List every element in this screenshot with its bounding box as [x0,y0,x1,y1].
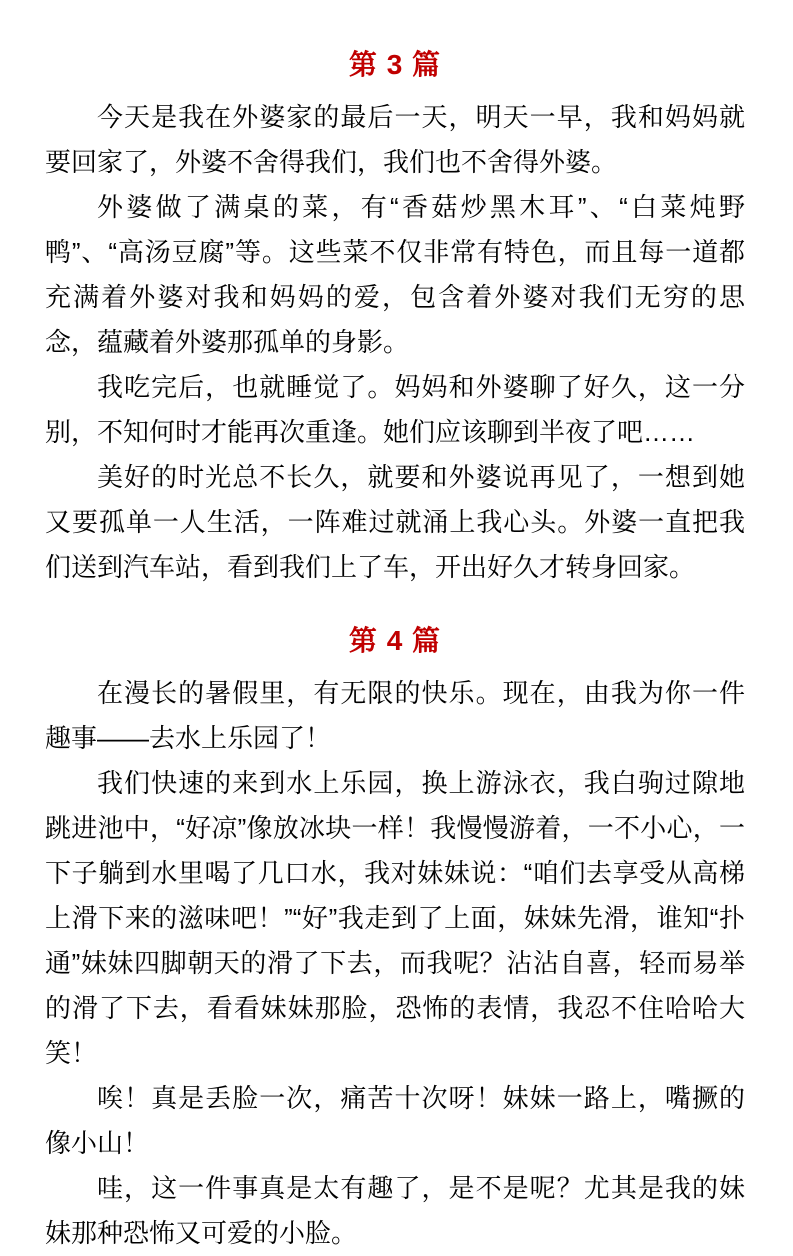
section-4-paragraph-4: 哇，这一件事真是太有趣了，是不是呢？尤其是我的妹妹那种恐怖又可爱的小脸。 [45,1173,745,1248]
section-4-paragraph-1: 在漫长的暑假里，有无限的快乐。现在，由我为你一件趣事——去水上乐园了！ [45,678,745,753]
essay-section-3 [45,48,745,590]
section-3-paragraph-1: 今天是我在外婆家的最后一天，明天一早，我和妈妈就要回家了，外婆不舍得我们，我们也不舍得外婆。 [45,102,745,177]
essay-section-4 [45,624,745,1256]
section-4-paragraph-2: 我们快速的来到水上乐园，换上游泳衣，我白驹过隙地跳进池中，“好凉”像放冰块一样！我慢慢游着，一不小心，一下子躺到水里喝了几口水，我对妹妹说：“咱们去享受从高梯上滑下来的滋味吧！”“好”我走到了上面，妹妹先滑，谁知“扑通”妹妹四脚朝天的滑了下去，而我呢？沾沾自喜，轻而易举的滑了下去，看看妹妹那脸，恐怖的表情，我忍不住哈哈大笑！ [45,768,745,1068]
section-3-title: 第 3 篇 [348,49,442,80]
section-4-paragraph-3: 唉！真是丢脸一次，痛苦十次呀！妹妹一路上，嘴撅的像小山！ [45,1083,745,1158]
section-3-paragraph-4: 美好的时光总不长久，就要和外婆说再见了，一想到她又要孤单一人生活，一阵难过就涌上我心头。外婆一直把我们送到汽车站，看到我们上了车，开出好久才转身回家。 [45,462,745,582]
section-3-paragraph-3: 我吃完后，也就睡觉了。妈妈和外婆聊了好久，这一分别，不知何时才能再次重逢。她们应该聊到半夜了吧…… [45,372,745,447]
section-4-title: 第 4 篇 [348,625,442,656]
section-3-paragraph-2: 外婆做了满桌的菜，有“香菇炒黑木耳”、“白菜炖野鸭”、“高汤豆腐”等。这些菜不仅非常有特色，而且每一道都充满着外婆对我和妈妈的爱，包含着外婆对我们无穷的思念，蕴藏着外婆那孤单的身影。 [45,192,745,357]
